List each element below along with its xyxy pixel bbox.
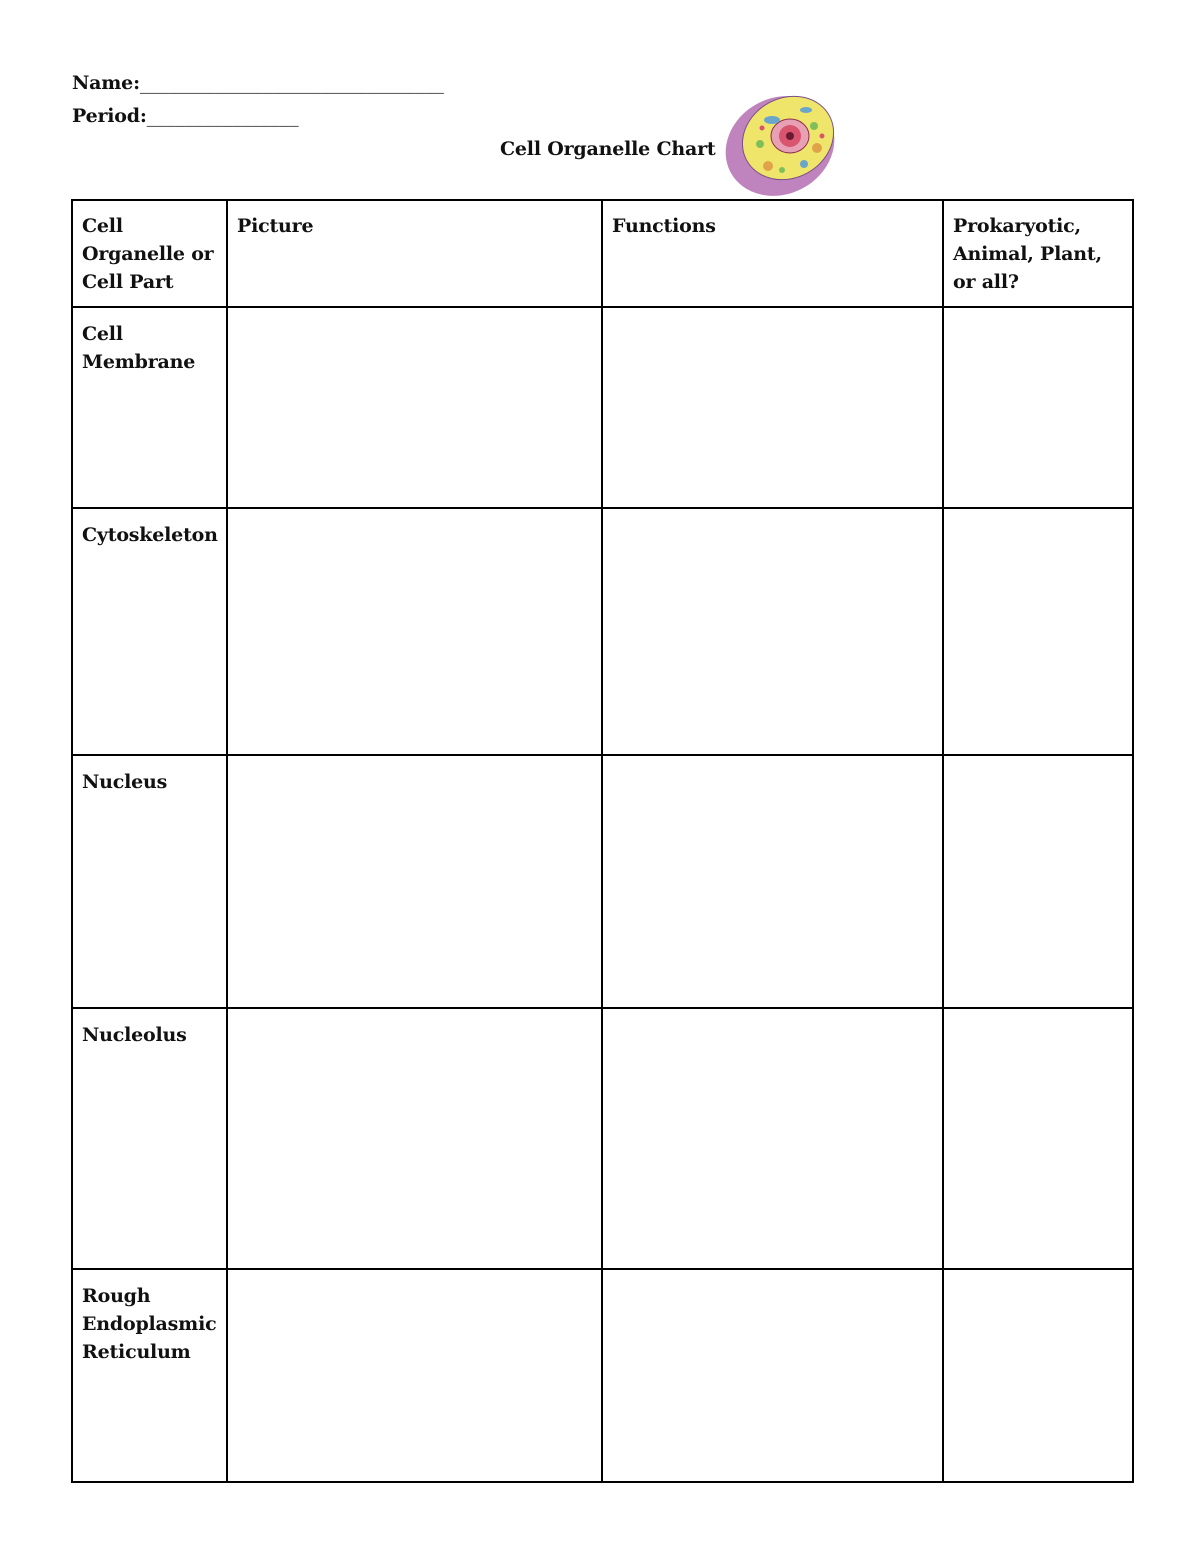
functions-cell[interactable] [602,1269,943,1482]
name-blank-line[interactable]: ________________________________ [139,72,444,94]
organelle-name-cell: Rough Endoplasmic Reticulum [72,1269,227,1482]
period-label: Period: [72,105,147,127]
organelle-name-cell: Nucleolus [72,1008,227,1269]
organelle-name-cell: Cell Membrane [72,307,227,508]
functions-cell[interactable] [602,508,943,755]
organelle-name-cell: Nucleus [72,755,227,1008]
table-header-row [72,200,1133,307]
table-row [72,508,1133,755]
picture-cell[interactable] [227,1269,602,1482]
table-row [72,1008,1133,1269]
period-blank-line[interactable]: ________________ [146,105,299,127]
picture-cell[interactable] [227,755,602,1008]
nucleolus-dot [786,132,794,140]
column-header-type: Prokaryotic, Animal, Plant, or all? [943,200,1133,307]
picture-cell[interactable] [227,508,602,755]
table-row [72,755,1133,1008]
column-header-functions: Functions [602,200,943,307]
column-header-organelle: Cell Organelle or Cell Part [72,200,227,307]
animal-cell-illustration [722,86,840,200]
organelle-name-cell: Cytoskeleton [72,508,227,755]
table-row [72,1269,1133,1482]
name-field[interactable] [72,72,444,94]
functions-cell[interactable] [602,307,943,508]
cell-type-cell[interactable] [943,1269,1133,1482]
picture-cell[interactable] [227,307,602,508]
cell-type-cell[interactable] [943,1008,1133,1269]
cell-type-cell[interactable] [943,307,1133,508]
cell-type-cell[interactable] [943,508,1133,755]
period-field[interactable] [72,105,299,127]
name-label: Name: [72,72,140,94]
table-row [72,307,1133,508]
functions-cell[interactable] [602,755,943,1008]
organelle-chart-table [71,199,1134,1483]
page-title: Cell Organelle Chart [500,138,716,160]
functions-cell[interactable] [602,1008,943,1269]
picture-cell[interactable] [227,1008,602,1269]
cell-type-cell[interactable] [943,755,1133,1008]
column-header-picture: Picture [227,200,602,307]
